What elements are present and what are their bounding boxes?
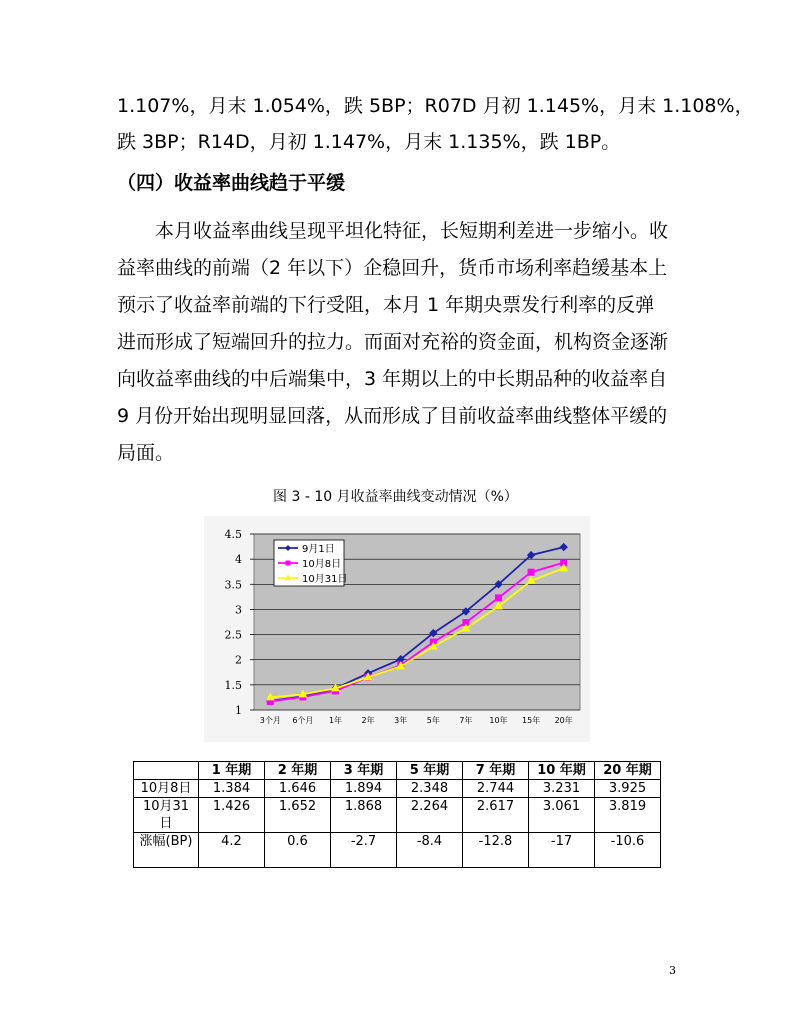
y-tick-label: 4 (235, 553, 242, 567)
table-cell: 2.744 (463, 780, 529, 798)
table-header-cell: 2 年期 (265, 762, 331, 780)
table-header-cell: 1 年期 (199, 762, 265, 780)
table-cell: 1.652 (265, 798, 331, 833)
row-label: 10月31日 (134, 798, 199, 833)
x-tick-label: 3个月 (259, 716, 281, 725)
table-cell: -12.8 (463, 833, 529, 868)
table-cell: 3.925 (595, 780, 661, 798)
row-label: 10月8日 (134, 780, 199, 798)
data-point (496, 595, 502, 601)
x-tick-label: 10年 (489, 716, 508, 725)
x-tick-label: 2年 (361, 716, 375, 725)
y-tick-label: 2.5 (224, 628, 242, 642)
paragraph-line: 局面。 (117, 442, 175, 464)
table-header-cell: 7 年期 (463, 762, 529, 780)
table-cell: 1.384 (199, 780, 265, 798)
table-cell: 1.426 (199, 798, 265, 833)
table-cell: 1.894 (331, 780, 397, 798)
table-cell: 1.868 (331, 798, 397, 833)
data-point (528, 569, 534, 575)
table-cell: 3.231 (529, 780, 595, 798)
paragraph-line: 益率曲线的前端（2 年以下）企稳回升，货币市场利率趋缓基本上 (117, 257, 668, 279)
table-header-cell: 3 年期 (331, 762, 397, 780)
legend-marker (286, 561, 291, 566)
x-tick-label: 1年 (328, 716, 343, 725)
table-header-cell: 20 年期 (595, 762, 661, 780)
yield-table (133, 761, 661, 868)
legend-label: 9月1日 (302, 544, 335, 555)
table-cell: 4.2 (199, 833, 265, 868)
table-cell: -10.6 (595, 833, 661, 868)
table-cell: 1.646 (265, 780, 331, 798)
table-cell: 2.617 (463, 798, 529, 833)
table-cell: 2.264 (397, 798, 463, 833)
table-cell: 3.819 (595, 798, 661, 833)
y-tick-label: 3.5 (224, 578, 242, 592)
legend-label: 10月31日 (302, 574, 348, 585)
section-heading: （四）收益率曲线趋于平缓 (117, 172, 346, 194)
x-tick-label: 3年 (394, 716, 408, 725)
chart-svg (204, 516, 590, 742)
table-cell: -2.7 (331, 833, 397, 868)
table-header-cell (134, 762, 199, 780)
paragraph-line: 9 月份开始出现明显回落，从而形成了目前收益率曲线整体平缓的 (117, 405, 668, 427)
table-row (134, 833, 661, 868)
y-tick-label: 2 (235, 653, 242, 667)
table-header-cell: 10 年期 (529, 762, 595, 780)
table-cell: -17 (529, 833, 595, 868)
body-text-line-2: 跌 3BP；R14D，月初 1.147%，月末 1.135%，跌 1BP。 (117, 131, 621, 153)
table-header-row (134, 762, 661, 780)
row-label: 涨幅(BP) (134, 833, 199, 868)
table-row (134, 798, 661, 833)
table-cell: 2.348 (397, 780, 463, 798)
paragraph-line: 进而形成了短端回升的拉力。而面对充裕的资金面，机构资金逐渐 (117, 331, 669, 353)
table-cell: 0.6 (265, 833, 331, 868)
table-row (134, 780, 661, 798)
y-tick-label: 1 (235, 704, 242, 717)
body-text-line-1: 1.107%，月末 1.054%，跌 5BP；R07D 月初 1.145%，月末 1.108%， (117, 95, 754, 117)
x-tick-label: 5年 (426, 716, 440, 725)
table-header-cell: 5 年期 (397, 762, 463, 780)
table-cell: 3.061 (529, 798, 595, 833)
x-tick-label: 6个月 (292, 716, 314, 725)
page-number: 3 (669, 964, 676, 977)
y-tick-label: 3 (235, 603, 242, 617)
x-tick-label: 15年 (522, 716, 541, 725)
figure-caption: 图 3 - 10 月收益率曲线变动情况（%） (273, 489, 518, 505)
yield-curve-chart (204, 516, 590, 742)
y-tick-label: 4.5 (224, 528, 242, 541)
table-cell: -8.4 (397, 833, 463, 868)
y-tick-label: 1.5 (224, 678, 242, 692)
paragraph-line: 本月收益率曲线呈现平坦化特征，长短期利差进一步缩小。收 (117, 220, 669, 242)
paragraph-line: 预示了收益率前端的下行受阻，本月 1 年期央票发行利率的反弹 (117, 294, 655, 316)
legend-label: 10月8日 (302, 559, 342, 570)
x-tick-label: 7年 (459, 716, 473, 725)
paragraph-line: 向收益率曲线的中后端集中，3 年期以上的中长期品种的收益率自 (117, 368, 668, 390)
x-tick-label: 20年 (554, 716, 573, 725)
